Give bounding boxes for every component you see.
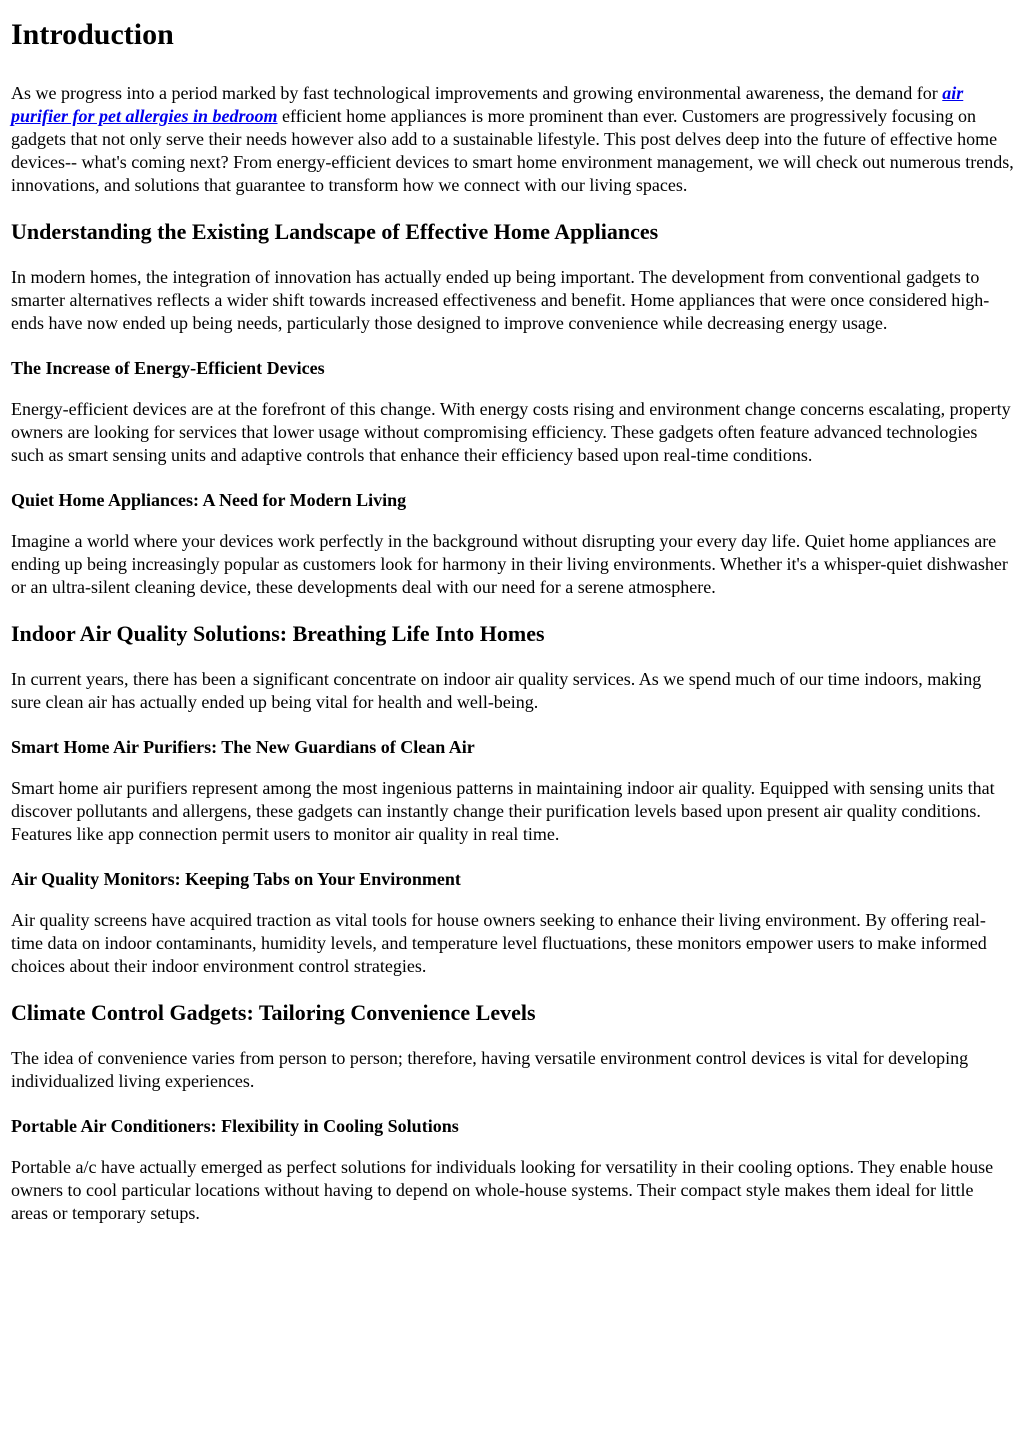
section-paragraph-landscape: In modern homes, the integration of innovation has actually ended up being important. The development from conventional gadgets to smarter alternatives reflects a wider shift towards increased effectiveness and benefit. Home appliances that were once considered high-ends have now ended up being needs, particularly those designed to improve convenience while decreasing energy usage. xyxy=(11,267,990,333)
subsection-paragraph-air-purifiers: Smart home air purifiers represent among the most ingenious patterns in maintaining indoor air quality. Equipped with sensing units that discover pollutants and allergens, these gadgets can instantly change their purification levels based upon present air quality conditions. Features like app connection permit users to monitor air quality in real time. xyxy=(11,778,995,844)
subsection-heading-air-purifiers: Smart Home Air Purifiers: The New Guardians of Clean Air xyxy=(11,737,475,757)
section-heading-air-quality: Indoor Air Quality Solutions: Breathing Life Into Homes xyxy=(11,621,545,646)
subsection-heading-energy-efficient: The Increase of Energy-Efficient Devices xyxy=(11,358,325,378)
subsection-heading-portable-ac: Portable Air Conditioners: Flexibility in Cooling Solutions xyxy=(11,1116,459,1136)
subsection-paragraph-air-monitors: Air quality screens have acquired traction as vital tools for house owners seeking to enhance their living environment. By offering real-time data on indoor contaminants, humidity levels, and temperature level fluctuations, these monitors empower users to make informed choices about their indoor environment control strategies. xyxy=(11,910,987,976)
subsection-paragraph-quiet-appliances: Imagine a world where your devices work perfectly in the background without disrupting your every day life. Quiet home appliances are ending up being increasingly popular as customers look for harmony in their living environments. Whether it's a whisper-quiet dishwasher or an ultra-silent cleaning device, these developments deal with our need for a serene atmosphere. xyxy=(11,531,1008,597)
section-paragraph-air-quality: In current years, there has been a significant concentrate on indoor air quality services. As we spend much of our time indoors, making sure clean air has actually ended up being vital for health and well-being. xyxy=(11,669,982,712)
air-purifier-link[interactable]: air purifier for pet allergies in bedroom xyxy=(11,83,964,126)
subsection-heading-air-monitors: Air Quality Monitors: Keeping Tabs on Your Environment xyxy=(11,869,461,889)
subsection-paragraph-portable-ac: Portable a/c have actually emerged as perfect solutions for individuals looking for versatility in their cooling options. They enable house owners to cool particular locations without having to depend on whole-house systems. Their compact style makes them ideal for little areas or temporary setups. xyxy=(11,1157,994,1223)
subsection-paragraph-energy-efficient: Energy-efficient devices are at the forefront of this change. With energy costs rising and environment change concerns escalating, property owners are looking for services that lower usage without compromising efficiency. These gadgets often feature advanced technologies such as smart sensing units and adaptive controls that enhance their efficiency based upon real-time conditions. xyxy=(11,399,1011,465)
intro-text-after-link: efficient home appliances is more prominent than ever. Customers are progressively focusing on gadgets that not only serve their needs however also add to a sustainable lifestyle. This post delves deep into the future of effective home devices-- what's coming next? From energy-efficient devices to smart home environment management, we will check out numerous trends, innovations, and solutions that guarantee to transform how we connect with our living spaces. xyxy=(11,106,1014,195)
section-paragraph-climate-control: The idea of convenience varies from person to person; therefore, having versatile environment control devices is vital for developing individualized living experiences. xyxy=(11,1048,969,1091)
subsection-heading-quiet-appliances: Quiet Home Appliances: A Need for Modern Living xyxy=(11,490,407,510)
intro-paragraph xyxy=(11,82,1014,197)
page-title: Introduction xyxy=(11,18,174,51)
intro-text-before-link: As we progress into a period marked by fast technological improvements and growing environmental awareness, the demand for xyxy=(11,83,943,103)
section-heading-landscape: Understanding the Existing Landscape of Effective Home Appliances xyxy=(11,219,659,244)
section-heading-climate-control: Climate Control Gadgets: Tailoring Convenience Levels xyxy=(11,1000,536,1025)
